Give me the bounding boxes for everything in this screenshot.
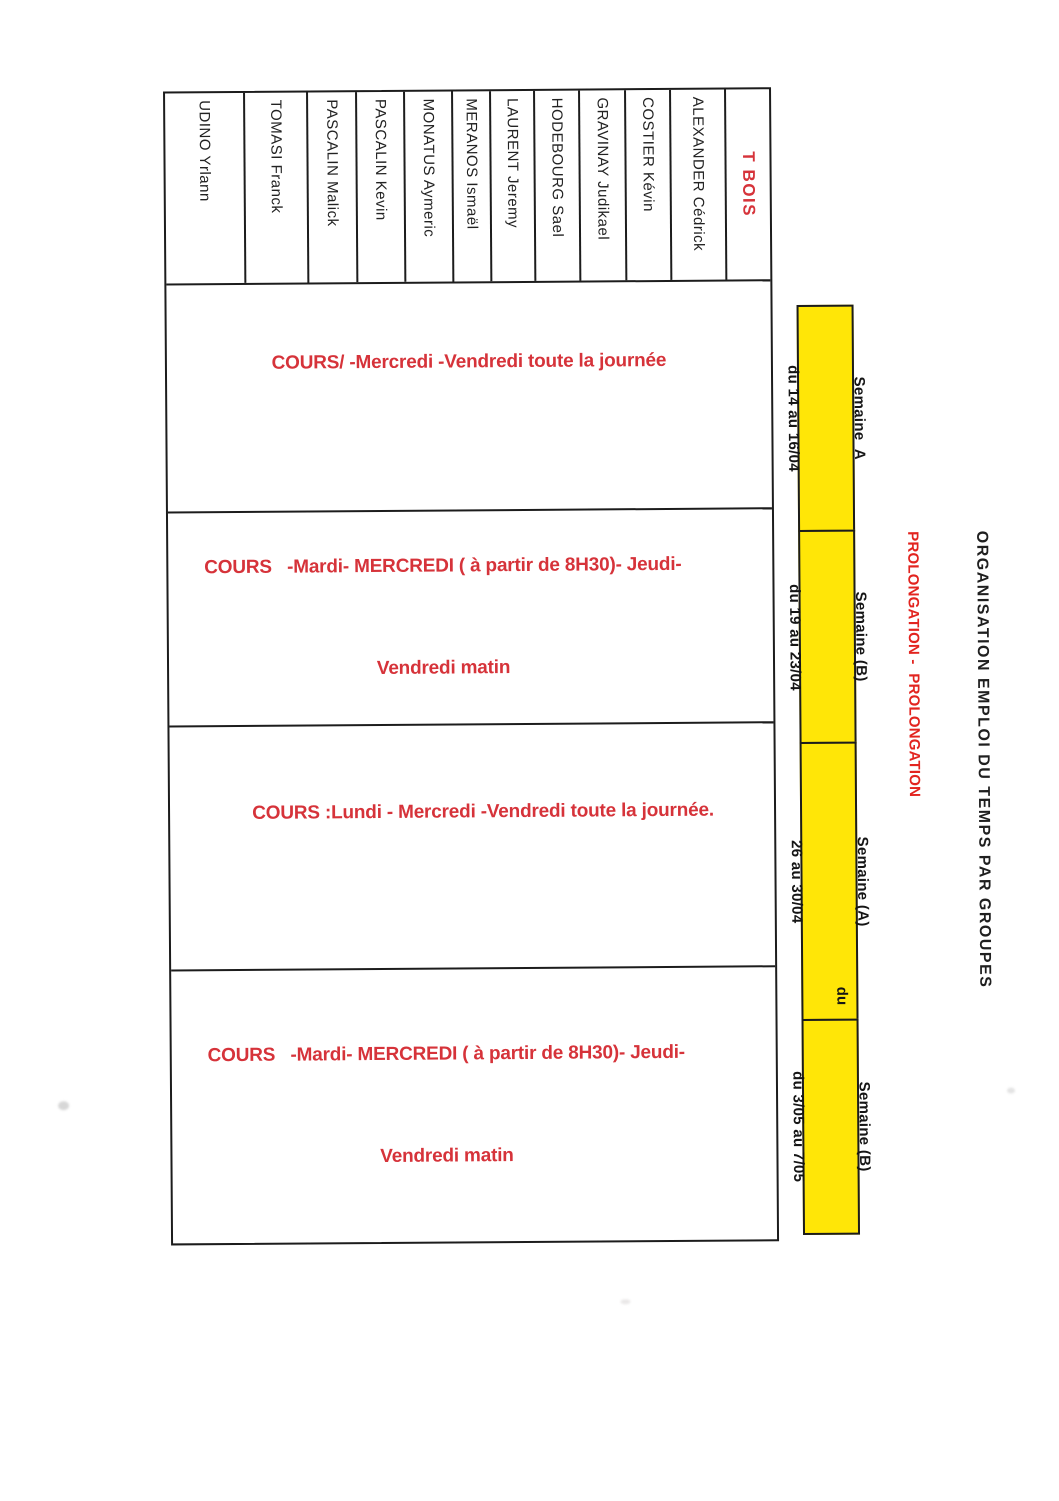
week-label-line: du 19 au 23/04 (785, 583, 804, 691)
scan-artifact (1007, 1088, 1015, 1094)
schedule-line: COURS -Mardi- MERCREDI ( à partir de 8H30)- Jeudi- (204, 553, 682, 578)
schedule-line: COURS -Mardi- MERCREDI ( à partir de 8H30)- Jeudi- (207, 1041, 685, 1067)
student-name: PASCALIN Kevin (371, 98, 390, 221)
student-name-cell (671, 90, 727, 280)
week-cell (784, 305, 869, 532)
student-name: HODEBOURG Sael (548, 97, 567, 238)
document-title: ORGANISATION EMPLOI DU TEMPS PAR GROUPES (973, 530, 994, 989)
student-name-cell (165, 93, 246, 283)
schedule-line (272, 446, 667, 449)
week-cell (787, 742, 872, 1021)
week-label-line: Semaine A (850, 376, 869, 460)
schedule-row (169, 721, 775, 969)
week-label-line: du 3/05 au 7/05 (789, 1071, 808, 1183)
week-label (737, 364, 914, 472)
schedule-table (163, 87, 779, 1245)
schedule-text (207, 967, 741, 1243)
student-name-cell (405, 91, 454, 281)
week-label-line: 26 au 30/04 (787, 839, 806, 924)
week-label-line: Semaine (B) (852, 591, 870, 682)
schedule-row (168, 507, 773, 725)
schedule-row (166, 281, 772, 511)
student-name-cell (491, 91, 536, 281)
student-name-cell (245, 92, 309, 282)
student-name: LAURENT Jeremy (503, 97, 522, 229)
schedule-line: Vendredi matin (380, 1145, 514, 1167)
schedule-line: Vendredi matin (376, 656, 511, 679)
document-title-block (855, 530, 1042, 989)
student-name: COSTIER Kévin (639, 97, 657, 213)
week-label (742, 1071, 919, 1183)
student-name: TOMASI Franck (267, 99, 285, 214)
student-name-cell (535, 91, 581, 281)
student-name-cell (626, 90, 672, 280)
week-label-line: Semaine (B) (855, 1081, 874, 1172)
schedule-text (230, 726, 715, 967)
group-label: T BOIS (738, 151, 759, 218)
scan-artifact (58, 1101, 69, 1110)
student-name-cell (580, 90, 627, 280)
student-name-cell (308, 92, 358, 282)
student-name: UDINO Yrlann (195, 100, 214, 202)
student-name: MONATUS Aymeric (419, 98, 438, 238)
student-name: PASCALIN Malick (323, 99, 341, 227)
schedule-row (171, 965, 777, 1243)
student-name: MERANOS Ismaël (462, 98, 481, 230)
week-label-suffix: du (833, 986, 851, 1005)
student-name: GRAVINAY Judikael (593, 97, 612, 241)
schedule-line: COURS :Lundi - Mercredi -Vendredi toute la journée. (252, 799, 714, 824)
student-name-cell (357, 92, 406, 282)
scan-artifact (620, 1299, 630, 1304)
student-name: ALEXANDER Cédrick (689, 96, 708, 252)
schedule-text (204, 479, 738, 755)
group-label-cell (726, 89, 770, 279)
week-strip (784, 305, 874, 1235)
document-subtitle: PROLONGATION - PROLONGATION (904, 531, 923, 798)
student-name-cell (453, 91, 492, 281)
schedule-line (253, 896, 715, 899)
schedule-line: COURS/ -Mercredi -Vendredi toute la journée (271, 349, 667, 374)
week-label-line: du 14 au 16/04 (784, 365, 803, 473)
week-cell (785, 530, 870, 744)
table-header-row (165, 89, 770, 285)
week-label-line: Semaine (A) (853, 836, 872, 927)
week-cell (789, 1019, 874, 1235)
